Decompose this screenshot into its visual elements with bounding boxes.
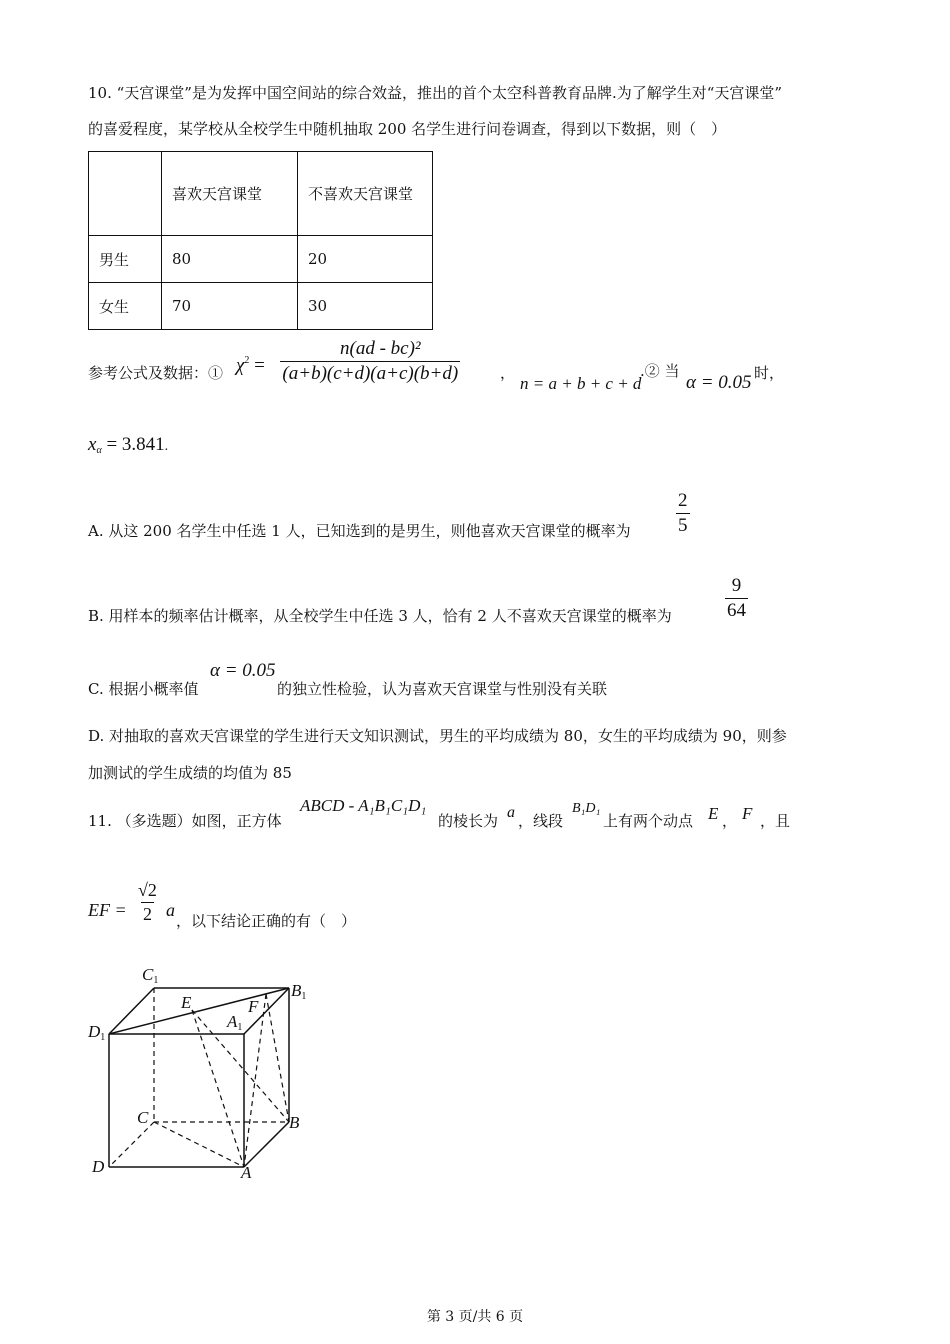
edge-c1-d1 — [109, 988, 154, 1034]
q11-segment-prefix: ，线段 — [518, 812, 564, 830]
label-c1: C1 — [142, 965, 159, 986]
table-header-cell — [89, 152, 162, 236]
label-f: F — [248, 997, 259, 1016]
ef-fraction: $\frac{√2}{2}$ — [138, 880, 157, 924]
cube-diagram — [84, 960, 324, 1185]
chi-square-fraction — [280, 338, 461, 385]
fraction-denominator: (a+b)(c+d)(a+c)(b+d) — [282, 363, 459, 384]
point-e: E — [708, 804, 719, 823]
ef-variable: a — [166, 900, 175, 920]
segment-name: B₁D₁ — [572, 801, 601, 816]
label-d1: D1 — [88, 1022, 106, 1043]
q10-line2: 的喜爱程度，某学校从全校学生中随机抽取 200 名学生进行问卷调查，得到以下数据，则（ ） — [88, 120, 727, 138]
page-footer: 第 3 页/共 6 页 — [426, 1309, 524, 1325]
option-d-line1: D. 对抽取的喜欢天宫课堂的学生进行天文知识测试，男生的平均成绩为 80，女生的平均成绩为 90，则参 — [88, 727, 787, 745]
option-b: B. 用样本的频率估计概率，从全校学生中任选 3 人，恰有 2 人不喜欢天宫课堂的概率为 — [88, 607, 672, 625]
hidden-edge-c-d — [109, 1122, 154, 1167]
table-cell: 女生 — [89, 283, 162, 330]
when-text: 时， — [754, 364, 785, 382]
option-c-prefix: C. 根据小概率值 — [88, 680, 199, 698]
hidden-edge-f-b — [266, 994, 289, 1122]
table-cell: 男生 — [89, 236, 162, 283]
q11-prefix: 11. （多选题）如图，正方体 — [88, 812, 282, 830]
formula-prefix: 参考公式及数据：① — [88, 364, 224, 382]
hidden-edge-c-a — [154, 1122, 244, 1167]
q11-end: ，且 — [760, 812, 791, 830]
label-e: E — [181, 993, 192, 1012]
survey-table — [88, 151, 433, 330]
label-d: D — [92, 1157, 105, 1176]
table-cell: 70 — [162, 283, 298, 330]
formula-comma: ， — [500, 364, 516, 382]
cube-solid-edges — [109, 988, 289, 1167]
alpha-value: α = 0.05 — [686, 372, 752, 393]
cube-name: ABCD - A₁B₁C₁D₁ — [300, 796, 427, 815]
n-definition: n = a + b + c + d — [520, 374, 642, 393]
option-b-fraction: $\frac{9}{64}$ — [727, 575, 746, 621]
critical-value: $x_\alpha = 3.841$. — [88, 434, 169, 456]
point-f: F — [742, 804, 753, 823]
table-header-cell: 喜欢天宫课堂 — [162, 152, 298, 236]
chi-symbol: $\chi^2$ = — [236, 355, 265, 376]
option-a-fraction: $\frac{2}{5}$ — [678, 490, 688, 536]
table-header-cell: 不喜欢天宫课堂 — [298, 152, 433, 236]
cube-vertex-labels — [87, 965, 306, 1182]
label-b: B — [289, 1113, 300, 1132]
table-row — [89, 236, 433, 283]
option-c-alpha: α = 0.05 — [210, 660, 276, 681]
option-a: A. 从这 200 名学生中任选 1 人，已知选到的是男生，则他喜欢天宫课堂的概率为 — [88, 522, 631, 540]
q11-separator: ， — [722, 812, 738, 830]
q10-line1: 10. “天宫课堂”是为发挥中国空间站的综合效益，推出的首个太空科普教育品牌.为了解学生对“天宫课堂” — [88, 84, 783, 102]
option-d-line2: 加测试的学生成绩的均值为 85 — [88, 764, 292, 782]
hidden-edge-f-a — [244, 994, 266, 1167]
edge-variable: a — [507, 804, 515, 821]
table-row — [89, 283, 433, 330]
label-c: C — [137, 1108, 149, 1127]
q11-segment-text: 上有两个动点 — [603, 812, 694, 830]
option-c-text: 的独立性检验，认为喜欢天宫课堂与性别没有关联 — [277, 680, 608, 698]
table-cell: 80 — [162, 236, 298, 283]
table-header-row — [89, 152, 433, 236]
diagonal-d1-b1 — [109, 988, 289, 1034]
table-cell: 20 — [298, 236, 433, 283]
ef-lhs: EF = — [88, 900, 127, 920]
edge-a-b — [244, 1122, 289, 1167]
q11-edge-text: 的棱长为 — [438, 812, 499, 830]
label-b1: B1 — [291, 981, 307, 1002]
q11-ef-text: ，以下结论正确的有（ ） — [176, 912, 357, 930]
label-a1: A1 — [227, 1012, 243, 1033]
table-cell: 30 — [298, 283, 433, 330]
label-a: A — [241, 1163, 252, 1182]
fraction-numerator: n(ad - bc)² — [340, 338, 421, 359]
point-two: .② 当 — [640, 362, 680, 380]
